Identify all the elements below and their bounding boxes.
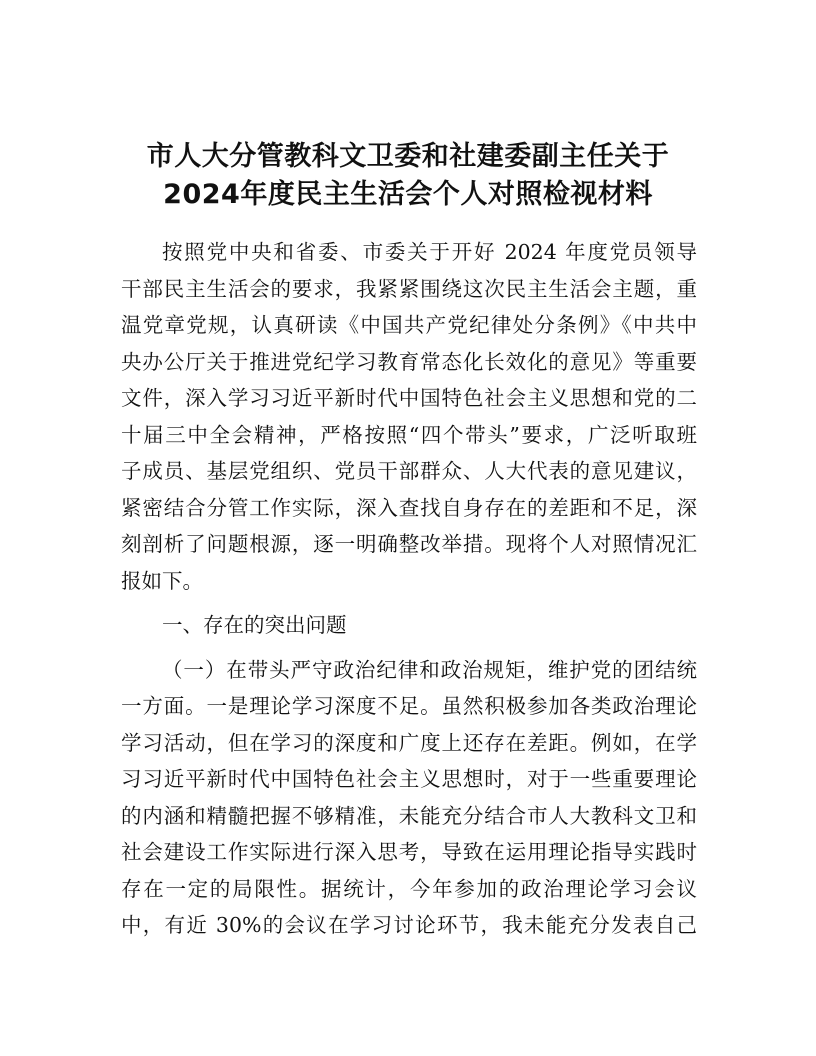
text-line: 子成员、基层党组织、党员干部群众、人大代表的意见建议， [121,459,697,483]
text-line: 文件，深入学习习近平新时代中国特色社会主义思想和党的二 [121,386,697,410]
text-line: 干部民主生活会的要求，我紧紧围绕这次民主生活会主题，重 [121,276,697,301]
text-line: 一方面。一是理论学习深度不足。虽然积极参加各类政治理论 [121,694,697,718]
text-line: 按照党中央和省委、市委关于开好 2024 年度党员领导 [162,240,697,264]
text-line: 的内涵和精髓把握不够精准，未能充分结合市人大教科文卫和 [121,803,697,828]
title-line-2: 2024年度民主生活会个人对照检视材料 [163,179,653,210]
text-line: 习习近平新时代中国特色社会主义思想时，对于一些重要理论 [121,767,697,791]
text-line: 温党章党规，认真研读《中国共产党纪律处分条例》《中共中 [121,313,697,337]
document-body [121,234,697,944]
title-line-1: 市人大分管教科文卫委和社建委副主任关于 [146,141,670,172]
text-line: 学习活动，但在学习的深度和广度上还存在差距。例如，在学 [121,730,697,755]
text-line: （一）在带头严守政治纪律和政治规矩，维护党的团结统 [162,657,697,682]
text-line: 十届三中全会精神，严格按照“四个带头”要求，广泛听取班 [121,422,697,447]
document-title [100,138,716,214]
intro-paragraph [121,234,697,599]
text-line: 紧密结合分管工作实际，深入查找自身存在的差距和不足，深 [121,495,697,520]
text-line: 报如下。 [121,568,203,593]
text-line: 央办公厅关于推进党纪学习教育常态化长效化的意见》等重要 [121,349,697,374]
section-heading: 一、存在的突出问题 [162,613,347,637]
text-line: 社会建设工作实际进行深入思考，导致在运用理论指导实践时 [121,840,697,864]
text-line: 存在一定的局限性。据统计，今年参加的政治理论学习会议 [121,876,697,901]
text-line: 中，有近 30%的会议在学习讨论环节，我未能充分发表自己 [121,913,697,937]
subsection-paragraph [121,652,697,944]
text-line: 刻剖析了问题根源，逐一明确整改举措。现将个人对照情况汇 [121,532,697,556]
